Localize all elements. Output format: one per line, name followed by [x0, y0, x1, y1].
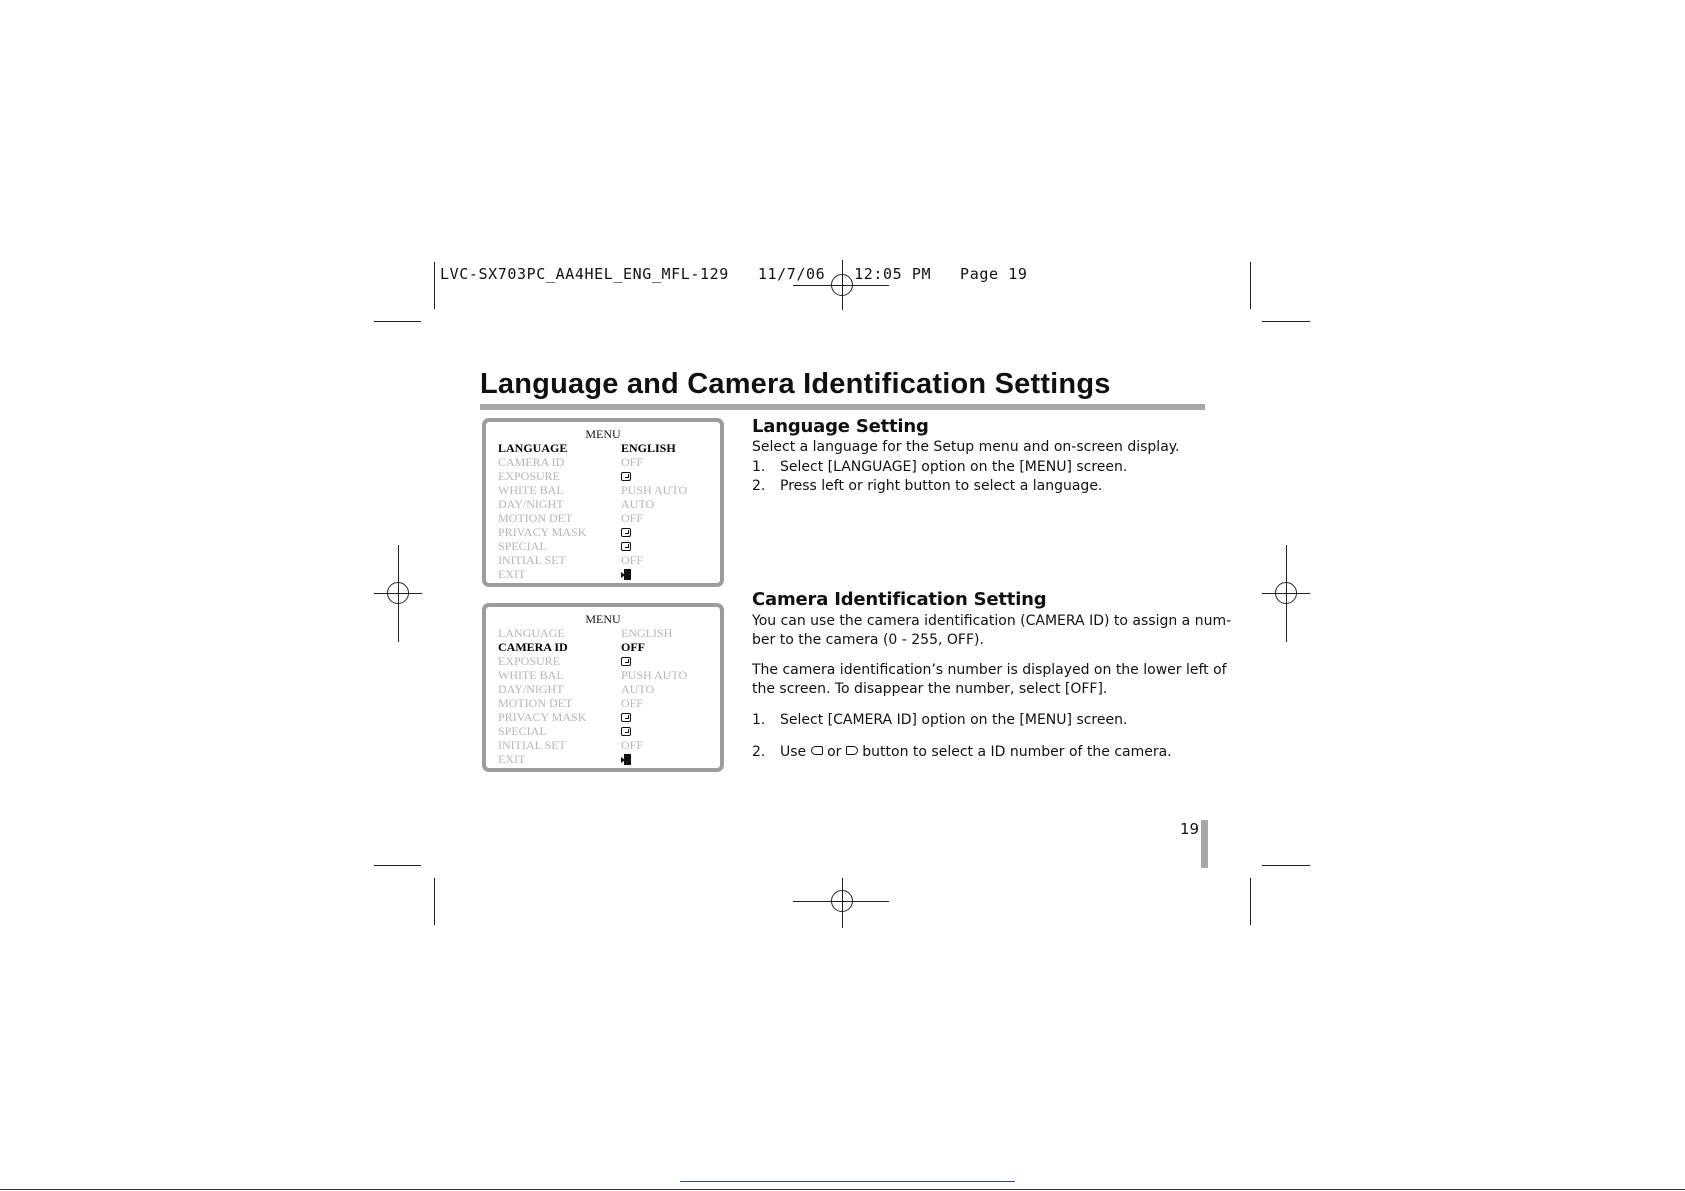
osd-menu-row — [498, 626, 718, 640]
osd-menu-row — [498, 752, 718, 766]
camera-id-step-1 — [752, 712, 1127, 728]
language-heading: Language Setting — [752, 416, 929, 437]
osd-menu-row — [498, 724, 718, 738]
crop-mark — [374, 321, 421, 322]
osd-menu-row — [498, 640, 718, 654]
osd-menu-row — [498, 455, 718, 469]
osd-menu-value: ENGLISH — [621, 626, 673, 640]
language-step-2 — [752, 478, 1102, 494]
osd-menu-label: MOTION DET — [498, 511, 573, 525]
step-text: Select [CAMERA ID] option on the [MENU] screen. — [780, 712, 1128, 728]
osd-menu-row — [498, 654, 718, 668]
osd-menu-label: WHITE BAL — [498, 668, 564, 682]
step-text-rest: button to select a ID number of the camera. — [862, 744, 1172, 760]
crop-mark — [1262, 321, 1310, 322]
osd-menu-row — [498, 553, 718, 567]
osd-menu-label: CAMERA ID — [498, 455, 565, 469]
page-title: Language and Camera Identification Settings — [480, 368, 1111, 400]
osd-menu-label: EXIT — [498, 752, 526, 766]
enter-icon — [621, 542, 631, 551]
osd-menu-label: MOTION DET — [498, 696, 573, 710]
osd-menu-value: AUTO — [621, 497, 655, 511]
language-intro: Select a language for the Setup menu and on-screen display. — [752, 439, 1180, 455]
osd-menu-title: MENU — [585, 612, 621, 626]
crop-mark — [434, 878, 435, 925]
step-text-or: or — [827, 744, 842, 760]
osd-menu-value — [621, 724, 631, 738]
step-number: 1. — [752, 712, 766, 728]
osd-menu-label: WHITE BAL — [498, 483, 564, 497]
enter-icon — [621, 727, 631, 736]
step-text-use: Use — [780, 744, 807, 760]
enter-icon — [621, 528, 631, 537]
osd-menu-row — [498, 539, 718, 553]
camera-id-para-2-line-2: the screen. To disappear the number, select [OFF]. — [752, 681, 1108, 697]
osd-menu-row — [498, 738, 718, 752]
left-button-icon — [811, 746, 823, 755]
osd-menu-row — [498, 441, 718, 455]
step-number: 1. — [752, 459, 766, 475]
osd-menu-label: DAY/NIGHT — [498, 497, 564, 511]
osd-menu-row — [498, 511, 718, 525]
osd-menu-label: PRIVACY MASK — [498, 525, 587, 539]
registration-mark — [387, 582, 409, 604]
osd-menu-row — [498, 497, 718, 511]
osd-menu-value — [621, 752, 631, 766]
bottom-rule — [0, 1189, 1685, 1190]
osd-menu-row — [498, 483, 718, 497]
camera-id-para-2-line-1: The camera identification’s number is displayed on the lower left of — [752, 662, 1227, 678]
osd-menu-label: LANGUAGE — [498, 441, 568, 455]
title-rule — [480, 404, 1205, 410]
camera-id-heading: Camera Identification Setting — [752, 589, 1047, 610]
bottom-link-line — [680, 1181, 1015, 1182]
exit-icon — [621, 569, 631, 579]
crop-mark — [1250, 262, 1251, 309]
osd-menu-label: SPECIAL — [498, 724, 547, 738]
osd-menu-value: PUSH AUTO — [621, 483, 688, 497]
camera-id-para-1-line-2: ber to the camera (0 - 255, OFF). — [752, 632, 984, 648]
osd-menu-label: SPECIAL — [498, 539, 547, 553]
osd-menu-label: LANGUAGE — [498, 626, 565, 640]
osd-menu-value — [621, 654, 631, 668]
osd-menu-value — [621, 567, 631, 581]
crop-mark — [1262, 865, 1310, 866]
osd-menu-value: OFF — [621, 511, 644, 525]
osd-menu-title: MENU — [585, 427, 621, 441]
exit-icon — [621, 754, 631, 764]
osd-menu-label: INITIAL SET — [498, 553, 566, 567]
step-text: Press left or right button to select a language. — [780, 478, 1103, 494]
osd-menu-value: OFF — [621, 553, 644, 567]
osd-menu-value: PUSH AUTO — [621, 668, 688, 682]
osd-menu-value: AUTO — [621, 682, 655, 696]
print-slug: LVC-SX703PC_AA4HEL_ENG_MFL-129 11/7/06 12:05 PM Page 19 — [440, 265, 1028, 283]
osd-menu-value — [621, 525, 631, 539]
camera-id-step-2 — [752, 744, 1172, 760]
osd-menu-label: DAY/NIGHT — [498, 682, 564, 696]
osd-menu-value — [621, 539, 631, 553]
enter-icon — [621, 472, 631, 481]
crop-mark — [1250, 878, 1251, 925]
osd-menu-value — [621, 469, 631, 483]
page-number-bar — [1201, 820, 1208, 868]
enter-icon — [621, 657, 631, 666]
osd-menu-row — [498, 469, 718, 483]
osd-menu-row — [498, 668, 718, 682]
crop-mark — [434, 262, 435, 309]
right-button-icon — [846, 746, 858, 755]
step-number: 2. — [752, 478, 766, 494]
enter-icon — [621, 713, 631, 722]
osd-menu-label: INITIAL SET — [498, 738, 566, 752]
osd-menu-row — [498, 710, 718, 724]
osd-menu-language — [482, 418, 724, 587]
step-text: Select [LANGUAGE] option on the [MENU] screen. — [780, 459, 1128, 475]
osd-menu-label: EXPOSURE — [498, 469, 561, 483]
registration-mark — [1275, 582, 1297, 604]
osd-menu-label: PRIVACY MASK — [498, 710, 587, 724]
page-number: 19 — [1180, 820, 1200, 838]
osd-menu-value: OFF — [621, 455, 644, 469]
osd-menu-value: OFF — [621, 640, 645, 654]
osd-menu-row — [498, 525, 718, 539]
registration-mark — [831, 890, 853, 912]
step-number: 2. — [752, 744, 766, 760]
osd-menu-row — [498, 682, 718, 696]
camera-id-para-1-line-1: You can use the camera identification (CAMERA ID) to assign a num- — [752, 613, 1232, 629]
osd-menu-value — [621, 710, 631, 724]
osd-menu-camera-id — [482, 603, 724, 772]
crop-mark — [374, 865, 421, 866]
osd-menu-row — [498, 696, 718, 710]
osd-menu-value: OFF — [621, 738, 644, 752]
language-step-1 — [752, 459, 1127, 475]
osd-menu-label: CAMERA ID — [498, 640, 568, 654]
osd-menu-value: OFF — [621, 696, 644, 710]
osd-menu-row — [498, 567, 718, 581]
osd-menu-value: ENGLISH — [621, 441, 676, 455]
osd-menu-label: EXIT — [498, 567, 526, 581]
osd-menu-label: EXPOSURE — [498, 654, 561, 668]
